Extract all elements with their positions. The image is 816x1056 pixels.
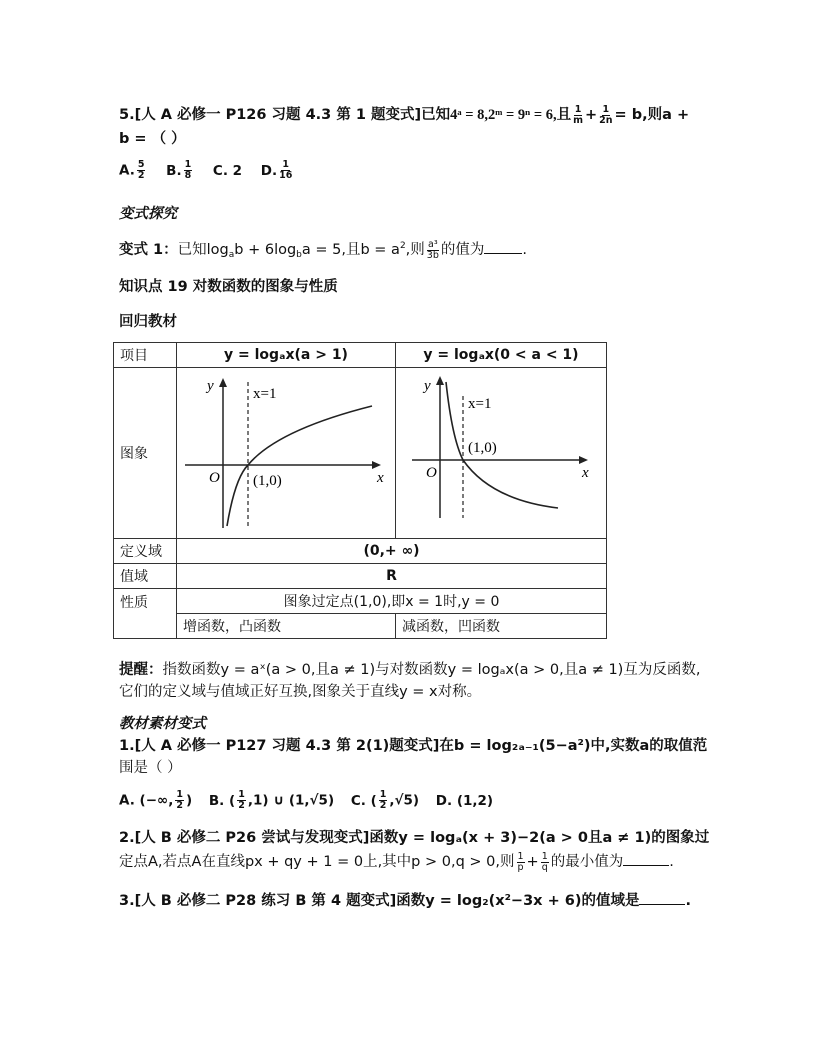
graph-increasing-svg: [177, 368, 395, 534]
log-function-table: [113, 342, 607, 639]
graph-decreasing: [396, 368, 607, 539]
q5-line1: 5.[人 A 必修一 P126 习题 4.3 第 1 题变式]已知4ᵃ = 8,2ᵐ = 9ⁿ = 6,且 $\frac{1}{m}$ + $\frac{1}{2n}$ = b,则a +: [119, 103, 690, 126]
knowledge-point-title: 知识点 19 对数函数的图象与性质: [119, 279, 338, 295]
graph1-x-label: x: [377, 470, 384, 486]
row-range-label: 值域: [114, 564, 177, 589]
row-domain-label: 定义域: [114, 539, 177, 564]
material-heading: 教材素材变式: [119, 716, 206, 732]
header-col1: y = logₐx(a > 1): [177, 343, 396, 368]
return-title: 回归教材: [119, 314, 177, 330]
graph1-origin-label: O: [209, 470, 220, 486]
variant-heading: 变式探究: [119, 206, 177, 222]
property-decreasing: 减函数，凹函数: [396, 614, 607, 639]
property-increasing: 增函数，凸函数: [177, 614, 396, 639]
q2-line2: 定点A,若点A在直线px + qy + 1 = 0上,其中p > 0,q > 0,则 $\frac{1}{p}$ + $\frac{1}{q}$ 的最小值为 .: [119, 850, 674, 873]
q2-line1: 2.[人 B 必修二 P26 尝试与发现变式]函数y = logₐ(x + 3)−2(a > 0且a ≠ 1)的图象过: [119, 830, 710, 846]
graph1-line-label: x=1: [253, 386, 277, 402]
graph2-line-label: x=1: [468, 396, 492, 412]
range-value: R: [177, 564, 607, 589]
graph2-x-label: x: [582, 465, 589, 481]
header-item: 项目: [114, 343, 177, 368]
graph2-y-label: y: [424, 378, 431, 394]
row-graph-label: 图象: [114, 368, 177, 539]
graph2-point-label: (1,0): [468, 440, 497, 456]
variant1-line: 变式 1：已知$\log_ab + 6\log_ba = 5$,且$b = a^2$,则 $\frac{\text{a³}}{3b}$ 的值为 .: [119, 238, 527, 261]
header-col2: y = logₐx(0 < a < 1): [396, 343, 607, 368]
q5-line2: b = （ ）: [119, 131, 186, 147]
domain-value: (0,+ ∞): [177, 539, 607, 564]
graph1-point-label: (1,0): [253, 473, 282, 489]
q1-options: A. (−∞, $\frac{1}{2}$ ) B. ( $\frac{1}{2}$ ,1) ∪ (1,√5) C. ( $\frac{1}{2}$ ,√5) D. (1,2): [119, 789, 494, 811]
q3-line1: 3.[人 B 必修二 P28 练习 B 第 4 题变式]函数y = log₂(x²−3x + 6)的值域是 .: [119, 893, 691, 909]
q1-line2: 围是（ ）: [119, 760, 182, 776]
tip-line1: 提醒：指数函数y = aˣ(a > 0,且a ≠ 1)与对数函数y = logₐx(a > 0,且a ≠ 1)互为反函数,: [119, 662, 701, 678]
graph1-y-label: y: [207, 378, 214, 394]
tip-line2: 它们的定义域与值域正好互换,图象关于直线y = x对称。: [119, 684, 482, 700]
q5-options: A. $\frac{5}{2}$ B. $\frac{1}{8}$ C. 2 D. $\frac{1}{16}$: [119, 159, 293, 181]
graph-increasing: [177, 368, 396, 539]
property-fixed-point: 图象过定点(1,0),即x = 1时,y = 0: [177, 589, 607, 614]
q1-line1: 1.[人 A 必修一 P127 习题 4.3 第 2(1)题变式]在b = log₂ₐ₋₁(5−a²)中,实数a的取值范: [119, 738, 708, 754]
graph-decreasing-svg: [396, 368, 606, 534]
row-property-label: 性质: [114, 589, 177, 639]
graph2-origin-label: O: [426, 465, 437, 481]
